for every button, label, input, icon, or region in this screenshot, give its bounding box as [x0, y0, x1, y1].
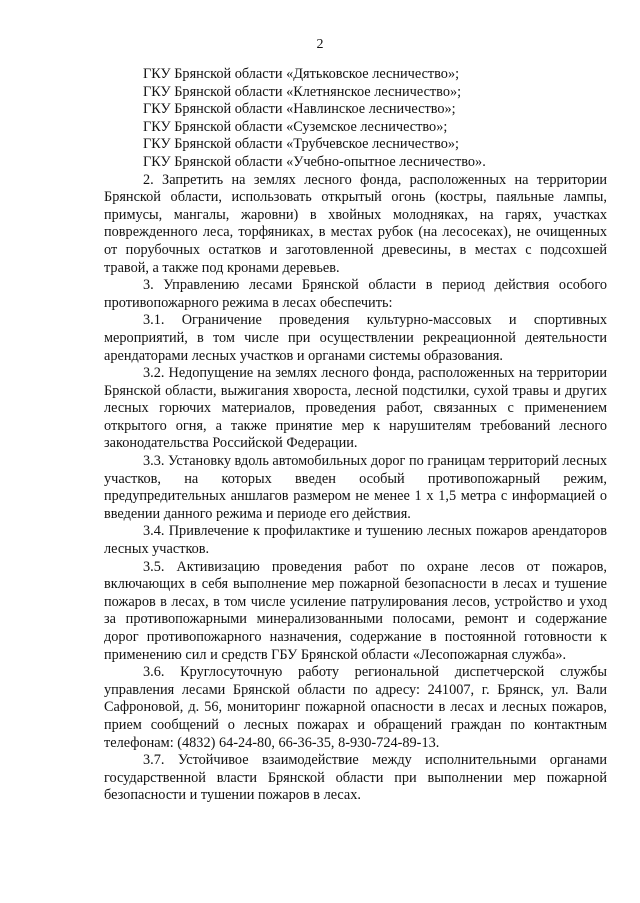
paragraph-3-6: 3.6. Круглосуточную работу региональной диспетчерской службы управления лесами Брянской области по адресу: 241007, г. Брянск, ул. Вали Сафроновой, д. 56, мониторинг пожарной опасности в лесах и лесных пожаров, прием сообщений о лесных пожарах и обращений граждан по контактным телефонам: (4832) 64-24-80, 66-36-35, 8-930-724-89-13. [104, 664, 607, 751]
paragraph-3-4: 3.4. Привлечение к профилактике и тушению лесных пожаров арендаторов лесных участков. [104, 523, 607, 558]
paragraph-2-prohibition: 2. Запретить на землях лесного фонда, расположенных на территории Брянской области, использовать открытый огонь (костры, паяльные лампы, примусы, мангалы, жаровни) в хвойных молодняках, на гарях, участках поврежденного леса, торфяниках, в местах рубок (на лесосеках), не очищенных от порубочных остатков и заготовленной древесины, в местах с подсохшей травой, а также под кронами деревьев. [104, 171, 607, 276]
forestry-list-item: ГКУ Брянской области «Суземское лесничество»; [143, 118, 448, 135]
paragraph-3-3: 3.3. Установку вдоль автомобильных дорог по границам территорий лесных участков, на которых введен особый противопожарный режим, предупредительных аншлагов размером не менее 1 х 1,5 метра с информацией о введении данного режима и периоде его действия. [104, 453, 608, 522]
paragraph-3-7: 3.7. Устойчивое взаимодействие между исполнительными органами государственной власти Брянской области при выполнении мер пожарной безопасности и тушении пожаров в лесах. [104, 752, 607, 804]
paragraph-3-2: 3.2. Недопущение на землях лесного фонда, расположенных на территории Брянской области, выжигания хвороста, лесной подстилки, сухой травы и других лесных горючих материалов, проведения работ, связанных с применением открытого огня, а также принятие мер к нарушителям требований лесного законодательства Российской Федерации. [104, 365, 607, 452]
forestry-list-item: ГКУ Брянской области «Дятьковское лесничество»; [143, 66, 460, 82]
forestry-list-item: ГКУ Брянской области «Учебно-опытное лесничество». [143, 153, 486, 170]
page-number: 2 [316, 37, 324, 52]
document-body [104, 66, 607, 805]
paragraph-3-obligations: 3. Управлению лесами Брянской области в период действия особого противопожарного режима в лесах обеспечить: [104, 277, 607, 311]
paragraph-3-5: 3.5. Активизацию проведения работ по охране лесов от пожаров, включающих в себя выполнение мер пожарной безопасности в лесах и тушение пожаров в лесах, в том числе усиление патрулирования лесов, устройство и уход за противопожарными минерализованными полосами, ремонт и содержание дорог противопожарного назначения, содержание в постоянной готовности к применению сил и средств ГБУ Брянской области «Лесопожарная служба». [104, 558, 607, 663]
forestry-list-item: ГКУ Брянской области «Навлинское лесничество»; [143, 101, 456, 118]
forestry-list-item: ГКУ Брянской области «Клетнянское лесничество»; [143, 83, 462, 100]
forestry-list-item: ГКУ Брянской области «Трубчевское лесничество»; [143, 136, 459, 153]
paragraph-3-1: 3.1. Ограничение проведения культурно-массовых и спортивных мероприятий, в том числе при осуществлении рекреационной деятельности арендаторами лесных участков и органами системы образования. [104, 312, 607, 364]
